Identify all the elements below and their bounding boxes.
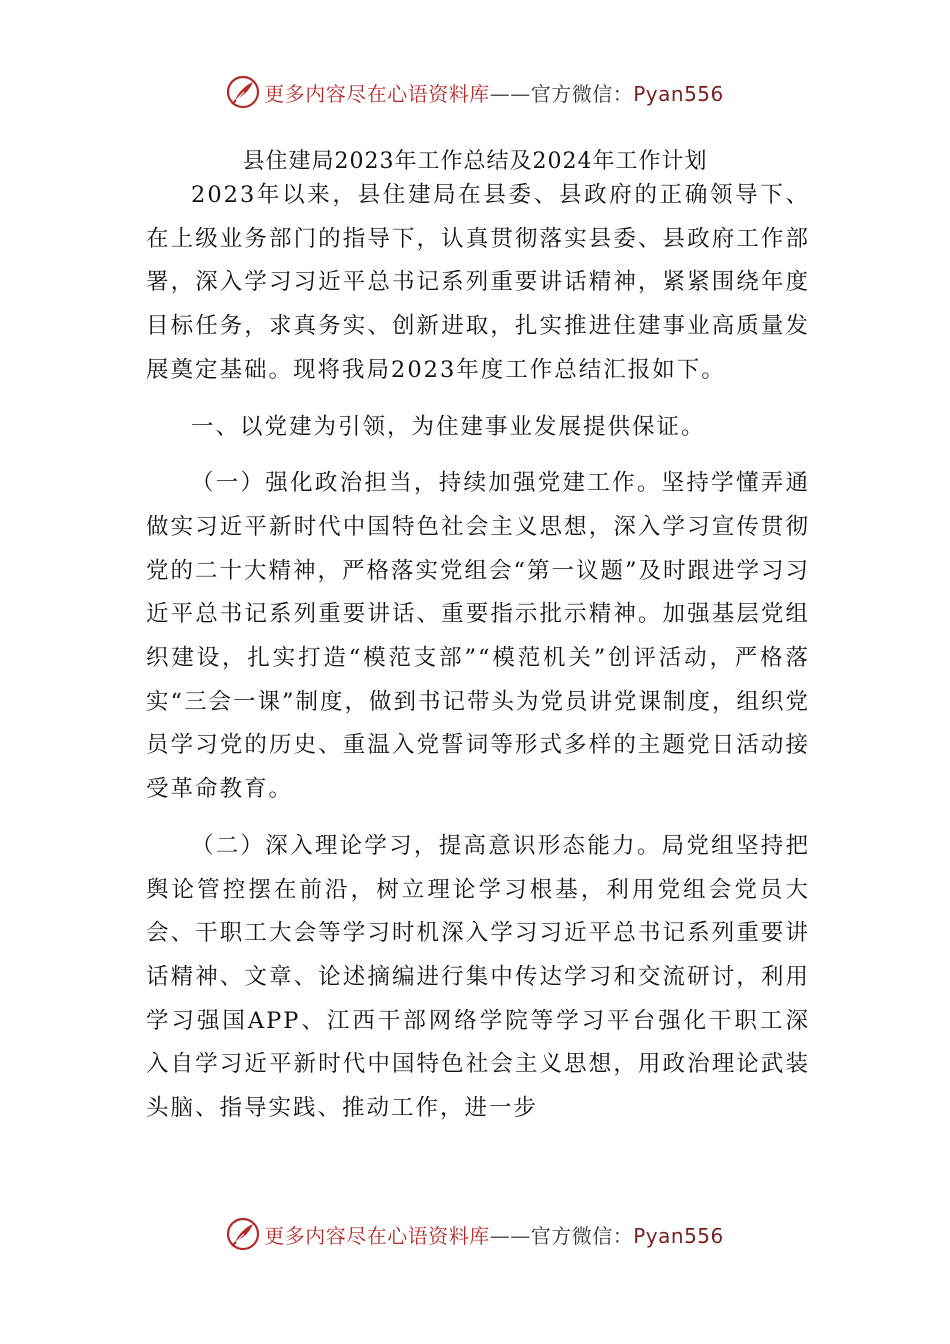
subsection-paragraph-2: （二）深入理论学习，提高意识形态能力。局党组坚持把舆论管控摆在前沿，树立理论学习根基，利用党组会党员大会、干职工大会等学习时机深入学习习近平总书记系列重要讲话精神、文章、论述摘编进行集中传达学习和交流研讨，利用学习强国APP、江西干部网络学院等学习平台强化干职工深入自学习近平新时代中国特色社会主义思想，用政治理论武装头脑、指导实践、推动工作，进一步 — [146, 832, 810, 1122]
watermark-dash: —— — [489, 81, 531, 106]
watermark-dash: —— — [489, 1223, 531, 1248]
watermark-text — [264, 1220, 724, 1249]
subsection-paragraph-1: （一）强化政治担当，持续加强党建工作。坚持学懂弄通做实习近平新时代中国特色社会主义思想，深入学习宣传贯彻党的二十大精神，严格落实党组会“第一议题”及时跟进学习习近平总书记系列重要讲话、重要指示批示精神。加强基层党组织建设，扎实打造“模范支部”“模范机关”创评活动，严格落实“三会一课”制度，做到书记带头为党员讲党课制度，组织党员学习党的历史、重温入党誓词等形式多样的主题党日活动接受革命教育。 — [146, 470, 811, 803]
watermark-wechat-id: Pyan556 — [633, 1223, 724, 1248]
watermark-wechat-label: 官方微信： — [530, 1223, 634, 1248]
watermark-site-name: 更多内容尽在心语资料库 — [264, 81, 490, 106]
watermark-site-name: 更多内容尽在心语资料库 — [264, 1223, 490, 1248]
intro-paragraph: 2023年以来，县住建局在县委、县政府的正确领导下、在上级业务部门的指导下，认真贯彻落实县委、县政府工作部署，深入学习习近平总书记系列重要讲话精神，紧紧围绕年度目标任务，求真务实、创新进取，扎实推进住建事业高质量发展奠定基础。现将我局2023年度工作总结汇报如下。 — [146, 182, 810, 383]
watermark-header — [0, 72, 950, 112]
watermark-wechat-label: 官方微信： — [530, 81, 634, 106]
watermark-wechat-id: Pyan556 — [633, 81, 724, 106]
section-heading-1: 一、以党建为引领，为住建事业发展提供保证。 — [191, 413, 706, 440]
feather-pen-logo-icon — [226, 1217, 260, 1251]
document-body — [146, 174, 810, 1144]
watermark-footer — [0, 1214, 950, 1254]
watermark-text — [264, 78, 724, 107]
document-title: 县住建局2023年工作总结及2024年工作计划 — [242, 149, 708, 174]
feather-pen-logo-icon — [226, 75, 260, 109]
